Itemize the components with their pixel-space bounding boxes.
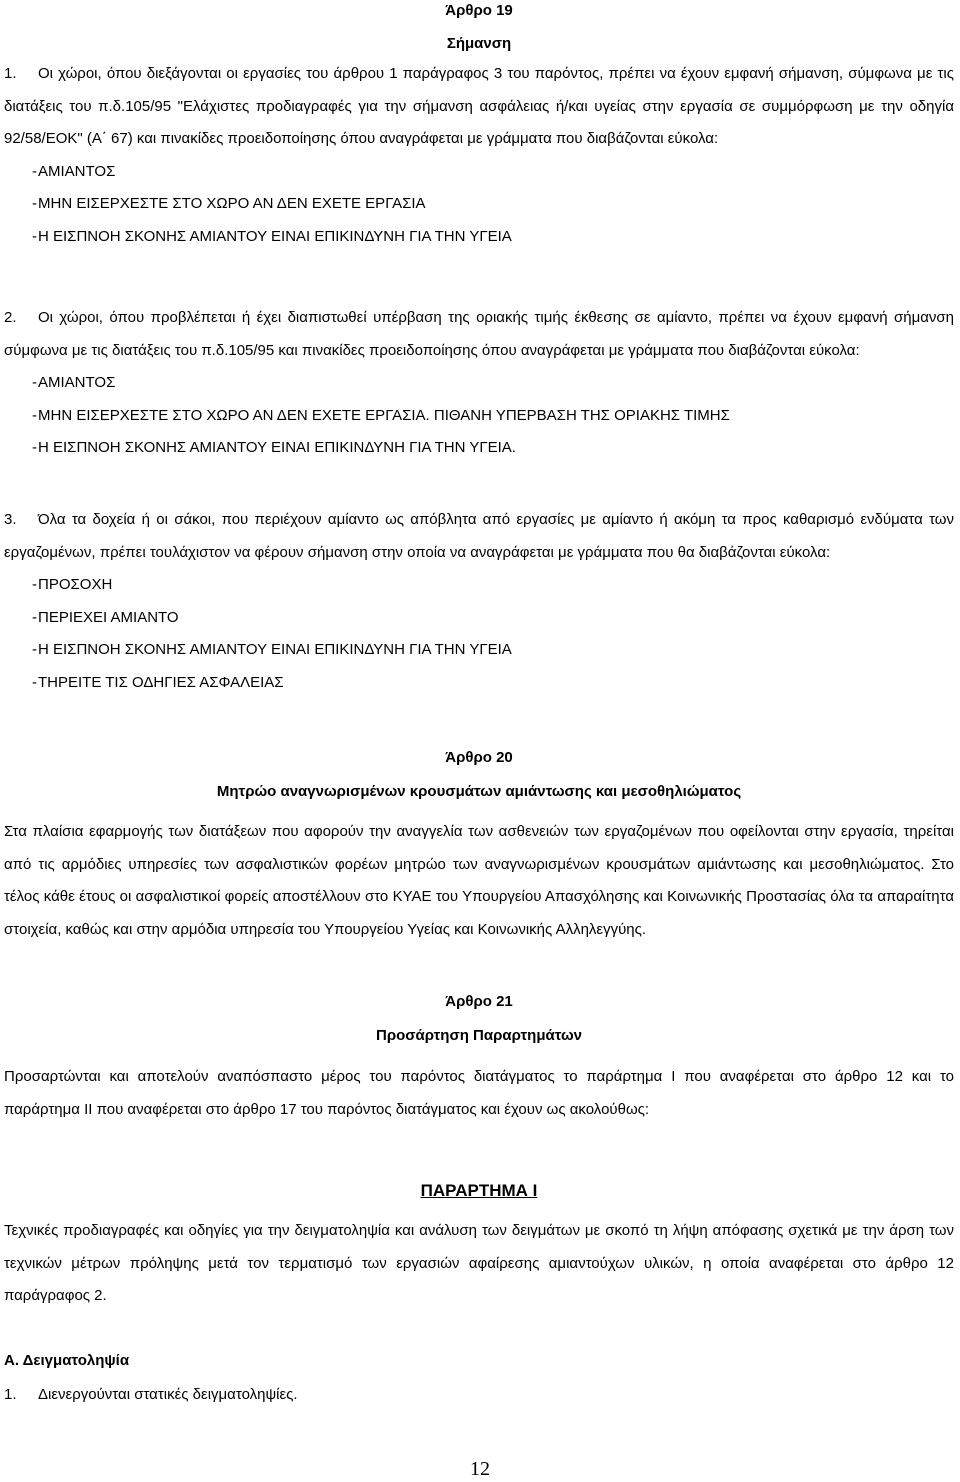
list-item: -ΠΡΟΣΟΧΗ bbox=[32, 576, 113, 593]
article-21-subheading: Προσάρτηση Παραρτημάτων bbox=[375, 1027, 583, 1044]
paragraph-1 bbox=[4, 58, 954, 253]
paragraph-number: 3. bbox=[4, 511, 17, 528]
list-item: -ΑΜΙΑΝΤΟΣ bbox=[32, 374, 116, 391]
paragraph-text: Όλα τα δοχεία ή οι σάκοι, που περιέχουν αμίαντο ως απόβλητα από εργασίες με αμίαντο ή ακόμη τα προς καθαρισμό ενδύματα των εργαζομένων, πρέπει τουλάχιστον να φέρουν σήμανση στην οποία να αναγράφεται με γράμματα που θα διαβάζονται εύκολα: bbox=[4, 511, 954, 561]
paragraph-3 bbox=[4, 504, 954, 699]
page-number: 12 bbox=[470, 1458, 490, 1480]
paragraph-text: Οι χώροι, όπου διεξάγονται οι εργασίες του άρθρου 1 παράγραφος 3 του παρόντος, πρέπει να έχουν εμφανή σήμανση, σύμφωνα με τις διατάξεις του π.δ.105/95 "Ελάχιστες προδιαγραφές για την σήμανση ασφάλειας ή/και υγείας στην εργασία σε συμμόρφωση με την οδηγία 92/58/ΕΟΚ" (Α΄ 67) και πινακίδες προειδοποίησης όπου αναγράφεται με γράμματα που διαβάζονται εύκολα: bbox=[4, 65, 954, 147]
article-21-heading: Άρθρο 21 bbox=[445, 993, 513, 1010]
list-item: -ΠΕΡΙΕΧΕΙ ΑΜΙΑΝΤΟ bbox=[32, 608, 179, 626]
list-item: -ΑΜΙΑΝΤΟΣ bbox=[32, 162, 116, 180]
paragraph-2 bbox=[4, 302, 954, 465]
article-20-heading: Άρθρο 20 bbox=[445, 749, 513, 766]
article-21-text: Προσαρτώνται και αποτελούν αναπόσπαστο μέρος του παρόντος διατάγματος το παράρτημα Ι που αναφέρεται στο άρθρο 12 και το παράρτημα ΙΙ που αναφέρεται στο άρθρο 17 του παρόντος διατάγματος και έχουν ως ακολούθως: bbox=[4, 1068, 954, 1118]
article-19-subheading: Σήμανση bbox=[446, 35, 512, 52]
paragraph-number: 2. bbox=[4, 309, 17, 326]
annex-item-1: 1. Διενεργούνται στατικές δειγματοληψίες. bbox=[4, 1386, 298, 1403]
list-item: -Η ΕΙΣΠΝΟΗ ΣΚΟΝΗΣ ΑΜΙΑΝΤΟΥ ΕΙΝΑΙ ΕΠΙΚΙΝΔΥΝΗ ΓΙΑ ΤΗΝ ΥΓΕΙΑ bbox=[32, 227, 512, 245]
list-item: -Η ΕΙΣΠΝΟΗ ΣΚΟΝΗΣ ΑΜΙΑΝΤΟΥ ΕΙΝΑΙ ΕΠΙΚΙΝΔΥΝΗ ΓΙΑ ΤΗΝ ΥΓΕΙΑ. bbox=[32, 439, 516, 456]
annex-1-text: Τεχνικές προδιαγραφές και οδηγίες για την δειγματοληψία και ανάλυση των δειγμάτων με σκοπό τη λήψη απόφασης σχετικά με την άρση των τεχνικών μέτρων πρόληψης μετά τον τερματισμό των εργασιών αφαίρεσης αμιαντούχων υλικών, η οποία αναφέρεται στο άρθρο 12 παράγραφος 2. bbox=[4, 1222, 954, 1304]
annex-1-heading: ΠΑΡΑΡΤΗΜΑ Ι bbox=[420, 1181, 538, 1200]
paragraph-number: 1. bbox=[4, 65, 17, 82]
list-item: -ΜΗΝ ΕΙΣΕΡΧΕΣΤΕ ΣΤΟ ΧΩΡΟ ΑΝ ΔΕΝ ΕΧΕΤΕ ΕΡΓΑΣΙΑ bbox=[32, 195, 426, 212]
paragraph-text: Οι χώροι, όπου προβλέπεται ή έχει διαπιστωθεί υπέρβαση της οριακής τιμής έκθεσης σε αμίαντο, πρέπει να έχουν εμφανή σήμανση σύμφωνα με τις διατάξεις του π.δ.105/95 και πινακίδες προειδοποίησης όπου αναγράφεται με γράμματα που διαβάζονται εύκολα: bbox=[4, 309, 954, 359]
list-item: -ΤΗΡΕΙΤΕ ΤΙΣ ΟΔΗΓΙΕΣ ΑΣΦΑΛΕΙΑΣ bbox=[32, 673, 284, 691]
list-item: -ΜΗΝ ΕΙΣΕΡΧΕΣΤΕ ΣΤΟ ΧΩΡΟ ΑΝ ΔΕΝ ΕΧΕΤΕ ΕΡΓΑΣΙΑ. ΠΙΘΑΝΗ ΥΠΕΡΒΑΣΗ ΤΗΣ ΟΡΙΑΚΗΣ ΤΙΜΗΣ bbox=[32, 406, 730, 424]
article-20-text: Στα πλαίσια εφαρμογής των διατάξεων που αφορούν την αναγγελία των ασθενειών των εργαζομένων που οφείλονται στην εργασία, τηρείται από τις αρμόδιες υπηρεσίες των ασφαλιστικών φορέων μητρώο των αναγνωρισμένων κρουσμάτων αμιάντωσης και μεσοθηλιώματος. Στο τέλος κάθε έτους οι ασφαλιστικοί φορείς αποστέλλουν στο ΚΥΑΕ του Υπουργείου Απασχόλησης και Κοινωνικής Προστασίας όλα τα απαραίτητα στοιχεία, καθώς και στην αρμόδια υπηρεσία του Υπουργείου Υγείας και Κοινωνικής Αλληλεγγύης. bbox=[4, 823, 954, 938]
section-a-heading: Α. Δειγματοληψία bbox=[4, 1352, 130, 1369]
article-20-subheading: Μητρώο αναγνωρισμένων κρουσμάτων αμιάντωσης και μεσοθηλιώματος bbox=[216, 783, 742, 800]
list-item: -Η ΕΙΣΠΝΟΗ ΣΚΟΝΗΣ ΑΜΙΑΝΤΟΥ ΕΙΝΑΙ ΕΠΙΚΙΝΔΥΝΗ ΓΙΑ ΤΗΝ ΥΓΕΙΑ bbox=[32, 641, 512, 658]
article-19-heading: Άρθρο 19 bbox=[445, 2, 513, 19]
